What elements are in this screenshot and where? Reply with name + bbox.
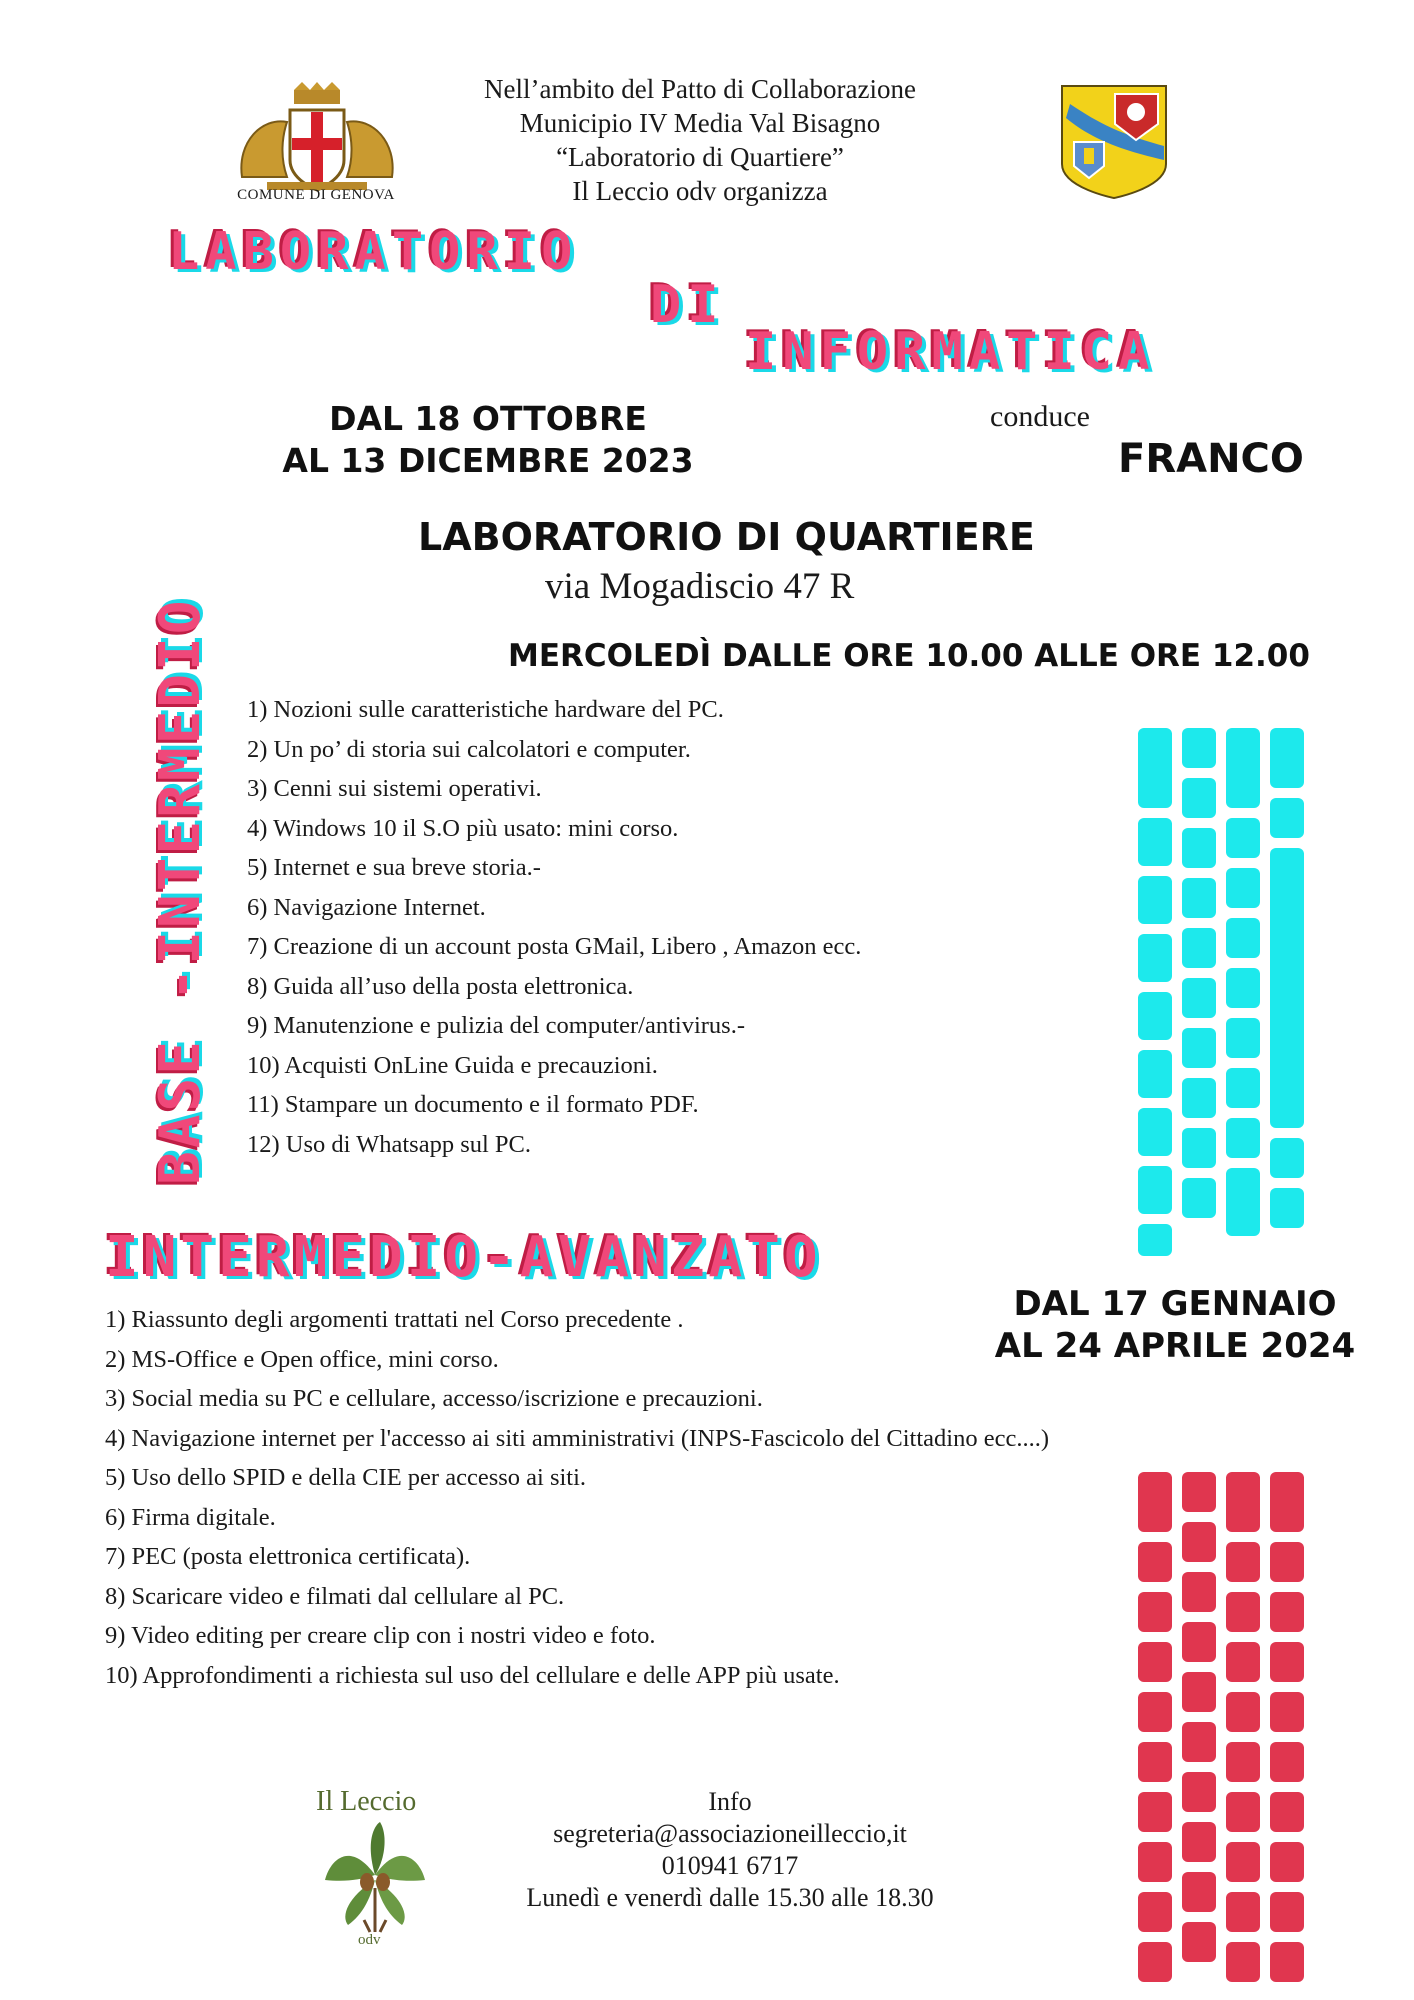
list-item: 7) PEC (posta elettronica certificata). (105, 1543, 471, 1570)
list-item: 9) Video editing per creare clip con i nostri video e foto. (105, 1622, 656, 1649)
keyboard-key (1226, 1168, 1260, 1236)
keyboard-key (1270, 1892, 1304, 1932)
course2-date-start: DAL 17 GENNAIO (1013, 1284, 1337, 1324)
vertical-level-title: BASE -INTERMEDIO (148, 597, 213, 1185)
keyboard-key (1182, 1772, 1216, 1812)
course1-topic-list (247, 690, 861, 1164)
list-item: 11) Stampare un documento e il formato PDF. (247, 1091, 699, 1118)
info-email: segreteria@associazioneilleccio,it (553, 1819, 907, 1848)
leccio-name: Il Leccio (316, 1786, 417, 1817)
keyboard-key (1226, 968, 1260, 1008)
keyboard-key (1182, 1872, 1216, 1912)
genova-label: COMUNE DI GENOVA (237, 187, 395, 203)
keyboard-key (1226, 1592, 1260, 1632)
course1-date-end: AL 13 DICEMBRE 2023 (282, 441, 694, 480)
keyboard-graphic-icon (1138, 728, 1318, 1226)
list-item: 7) Creazione di un account posta GMail, Libero , Amazon ecc. (247, 933, 862, 960)
course2-date-end: AL 24 APRILE 2024 (994, 1326, 1356, 1366)
schedule: MERCOLEDÌ DALLE ORE 10.00 ALLE ORE 12.00 (508, 638, 1310, 674)
course1-date-start: DAL 18 OTTOBRE (329, 399, 647, 438)
course2-topic-list (105, 1300, 1049, 1695)
keyboard-key (1270, 1692, 1304, 1732)
list-item: 8) Guida all’uso della posta elettronica. (247, 972, 634, 1000)
keyboard-key (1226, 1542, 1260, 1582)
intro-line: Il Leccio odv organizza (572, 176, 828, 206)
keyboard-key (1138, 1942, 1172, 1982)
keyboard-key (1182, 828, 1216, 868)
list-item: 6) Navigazione Internet. (247, 893, 486, 921)
keyboard-key (1182, 1522, 1216, 1562)
keyboard-key (1270, 728, 1304, 788)
keyboard-key (1182, 1472, 1216, 1512)
keyboard-key (1138, 1050, 1172, 1098)
keyboard-key (1182, 978, 1216, 1018)
info-block (500, 1786, 960, 1914)
list-item: 12) Uso di Whatsapp sul PC. (247, 1130, 532, 1158)
list-item: 4) Windows 10 il S.O più usato: mini corso. (247, 814, 679, 842)
keyboard-key (1270, 1742, 1304, 1782)
keyboard-key (1270, 1138, 1304, 1178)
title-intermedio-avanzato: INTERMEDIO-AVANZATO (105, 1225, 822, 1290)
keyboard-graphic-icon (1138, 1472, 1318, 1972)
keyboard-key (1270, 1188, 1304, 1228)
keyboard-key (1226, 1942, 1260, 1982)
list-item: 5) Uso dello SPID e della CIE per accesso ai siti. (105, 1464, 587, 1491)
keyboard-key (1138, 1792, 1172, 1832)
intro-line: Municipio IV Media Val Bisagno (519, 108, 881, 138)
keyboard-key (1138, 992, 1172, 1040)
title-informatica: INFORMATICA (745, 322, 1156, 382)
intro-line: “Laboratorio di Quartiere” (556, 142, 844, 172)
keyboard-key (1138, 818, 1172, 866)
keyboard-key (1226, 1018, 1260, 1058)
list-item: 2) MS-Office e Open office, mini corso. (105, 1345, 499, 1373)
list-item: 4) Navigazione internet per l'accesso ai siti amministrativi (INPS-Fascicolo del Cittadino ecc....) (105, 1424, 1049, 1452)
title-di: DI (650, 275, 725, 335)
keyboard-key (1182, 1672, 1216, 1712)
keyboard-key (1226, 728, 1260, 808)
keyboard-key (1182, 1722, 1216, 1762)
keyboard-key (1270, 1642, 1304, 1682)
venue-address: via Mogadiscio 47 R (545, 566, 855, 607)
info-phone: 010941 6717 (661, 1851, 799, 1880)
list-item: 2) Un po’ di storia sui calcolatori e computer. (247, 735, 691, 763)
list-item: 1) Nozioni sulle caratteristiche hardware del PC. (247, 696, 724, 723)
keyboard-key (1226, 1742, 1260, 1782)
intro-text (420, 72, 980, 208)
title-laboratorio: LABORATORIO (168, 222, 579, 282)
keyboard-key (1182, 778, 1216, 818)
keyboard-key (1182, 1128, 1216, 1168)
list-item: 1) Riassunto degli argomenti trattati nel Corso precedente . (105, 1306, 684, 1333)
list-item: 8) Scaricare video e filmati dal cellulare al PC. (105, 1582, 565, 1610)
keyboard-key (1226, 1692, 1260, 1732)
list-item: 3) Social media su PC e cellulare, accesso/iscrizione e precauzioni. (105, 1385, 763, 1412)
municipio-shield-icon (1060, 84, 1168, 200)
keyboard-key (1138, 934, 1172, 982)
keyboard-key (1270, 798, 1304, 838)
keyboard-key (1182, 1178, 1216, 1218)
keyboard-key (1138, 1472, 1172, 1532)
keyboard-key (1226, 818, 1260, 858)
leccio-odv: odv (358, 1932, 381, 1948)
keyboard-key (1138, 1166, 1172, 1214)
venue-name: LABORATORIO DI QUARTIERE (418, 515, 1035, 559)
intro-line: Nell’ambito del Patto di Collaborazione (484, 74, 916, 104)
keyboard-key (1182, 928, 1216, 968)
keyboard-key (1270, 1942, 1304, 1982)
keyboard-key (1182, 1822, 1216, 1862)
info-title: Info (708, 1787, 752, 1816)
list-item: 5) Internet e sua breve storia.- (247, 854, 541, 881)
keyboard-key (1270, 1792, 1304, 1832)
keyboard-key (1226, 1068, 1260, 1108)
keyboard-key (1182, 1622, 1216, 1662)
keyboard-key (1270, 1472, 1304, 1532)
keyboard-key (1182, 1922, 1216, 1962)
keyboard-key (1138, 1842, 1172, 1882)
keyboard-key (1138, 1542, 1172, 1582)
list-item: 3) Cenni sui sistemi operativi. (247, 775, 542, 802)
list-item: 10) Acquisti OnLine Guida e precauzioni. (247, 1051, 658, 1079)
list-item: 10) Approfondimenti a richiesta sul uso del cellulare e delle APP più usate. (105, 1661, 840, 1689)
keyboard-key (1226, 1792, 1260, 1832)
list-item: 9) Manutenzione e pulizia del computer/antivirus.- (247, 1012, 746, 1039)
keyboard-key (1138, 1224, 1172, 1256)
conduce-label: conduce (990, 400, 1090, 433)
keyboard-key (1182, 1028, 1216, 1068)
keyboard-key (1138, 1692, 1172, 1732)
keyboard-key (1226, 918, 1260, 958)
course1-dates (268, 398, 708, 482)
keyboard-key (1270, 1842, 1304, 1882)
list-item: 6) Firma digitale. (105, 1503, 276, 1531)
keyboard-key (1226, 1118, 1260, 1158)
keyboard-key (1226, 1892, 1260, 1932)
keyboard-key (1138, 1108, 1172, 1156)
info-hours: Lunedì e venerdì dalle 15.30 alle 18.30 (526, 1883, 934, 1912)
keyboard-key (1226, 1472, 1260, 1532)
keyboard-key (1270, 1542, 1304, 1582)
teacher-name: FRANCO (1118, 436, 1304, 482)
keyboard-key (1270, 1592, 1304, 1632)
oak-leaves-logo-icon (320, 1820, 430, 1935)
keyboard-key (1182, 1078, 1216, 1118)
keyboard-key (1182, 878, 1216, 918)
keyboard-key (1226, 868, 1260, 908)
keyboard-key (1226, 1642, 1260, 1682)
keyboard-key (1182, 728, 1216, 768)
keyboard-key (1182, 1572, 1216, 1612)
keyboard-key (1138, 876, 1172, 924)
keyboard-key (1226, 1842, 1260, 1882)
keyboard-key (1138, 1592, 1172, 1632)
keyboard-key (1138, 1642, 1172, 1682)
keyboard-key (1138, 728, 1172, 808)
keyboard-key (1270, 848, 1304, 1128)
keyboard-key (1138, 1742, 1172, 1782)
keyboard-key (1138, 1892, 1172, 1932)
